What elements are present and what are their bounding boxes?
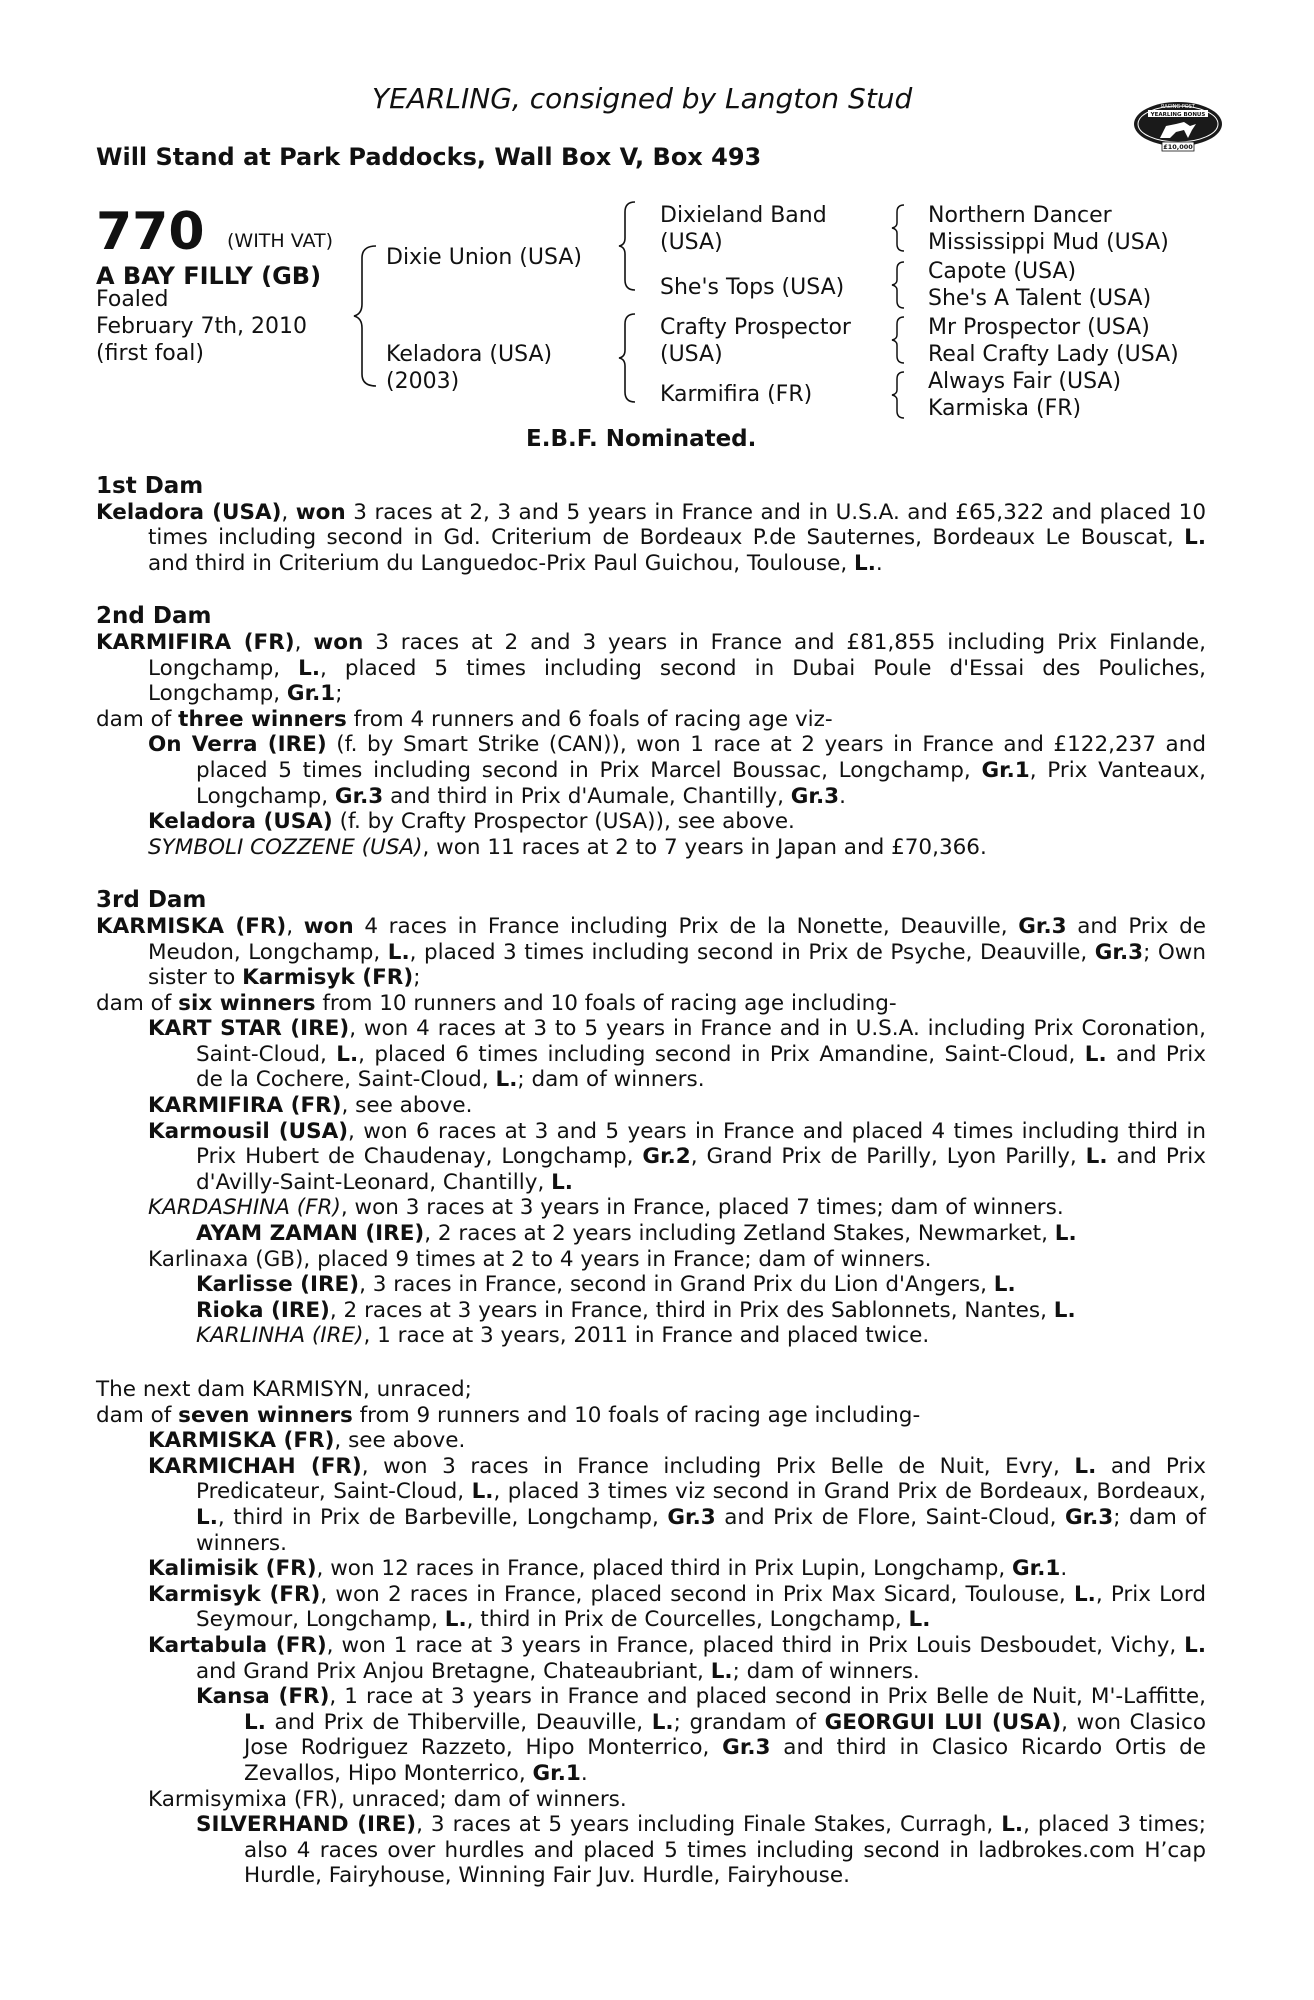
ped-sds: Capote (USA) [928,259,1077,284]
entry-text: , won 6 races at 3 and 5 years in France and placed 4 times including third in Prix Hubert de Chaudenay, Longchamp, [196,1118,1207,1170]
listed-mark: L. [1074,1453,1097,1479]
ebf-nominated: E.B.F. Nominated. [526,426,757,452]
entry-text: , placed 3 times viz second in Grand Prix de Bordeaux, Bordeaux, [493,1479,1206,1505]
dam-sire-country: (USA) [660,342,723,367]
horse-name: Rioka (IRE) [196,1297,330,1323]
produce-karmifira [96,1093,1206,1119]
next-dam-produce-summary [96,1403,1206,1429]
brace-3 [890,315,908,365]
produce-karmousil [96,1119,1206,1196]
listed-mark: L. [1184,525,1206,551]
third-dam-produce-summary [96,991,1206,1017]
entry-text: and Prix de Meudon, Longchamp, [148,913,1207,965]
entry-text: , won 11 races at 2 to 7 years in Japan and £70,366. [422,834,987,860]
produce-on-verra [96,732,1206,809]
horse-name: GEORGUI LUI (USA) [824,1709,1062,1735]
second-dam-text: 3 races at 2 and 3 years in France and £81,855 including Prix Finlande, Longchamp, [148,629,1206,681]
listed-mark: L. [1001,1812,1024,1838]
entry-text: and Prix de Flore, Saint-Cloud, [715,1504,1065,1530]
brace-4 [890,370,908,420]
produce-keladora [96,809,1206,835]
next-dam-intro: The next dam KARMISYN, unraced; [96,1377,472,1402]
horse-name: Karmousil (USA) [148,1118,349,1144]
third-dam-heading: 3rd Dam [96,887,207,914]
badge-mid-text: YEARLING BONUS [1150,112,1206,118]
lot-number: 770 [96,202,205,262]
first-dam-heading: 1st Dam [96,473,204,499]
punct: . [875,550,883,576]
stand-location: Will Stand at Park Paddocks, Wall Box V, Box 493 [96,143,762,171]
produce-karmichah [96,1454,1206,1556]
catalogue-body [96,474,1206,1889]
entry-text: ; grandam of [673,1709,825,1735]
ped-dss: Mr Prospector (USA) [928,315,1150,340]
second-dam-entry: KARMIFIRA (FR), won 3 races at 2 and 3 years in France and £81,855 including Prix Finlande, Longchamp, L., placed 5 times including second in Dubai Poule d'Essai des Pouliches, Longchamp, Gr.1; [96,629,1206,707]
horse-name: On Verra (IRE) [148,732,327,758]
horse-name: A BAY FILLY (GB) [96,262,322,290]
punct: ; [335,681,343,707]
winners-count: three winners [178,706,347,732]
group-mark: Gr.3 [1064,1504,1114,1530]
second-dam-produce-summary [96,707,1206,733]
third-dam-entry: KARMISKA (FR), won 4 races in France including Prix de la Nonette, Deauville, Gr.3 and Prix de Meudon, Longchamp, L., placed 3 times including second in Prix de Psyche, Deauville, Gr.3; Own sister to Karmisyk (FR); [96,913,1207,991]
first-dam-name: Keladora (USA) [96,499,282,525]
listed-mark: L. [710,1658,733,1684]
entry-text: and Prix de Thiberville, Deauville, [265,1709,652,1735]
listed-mark: L. [495,1067,518,1093]
dam-year: (2003) [386,369,460,394]
entry-text: , Prix Vanteaux, Longchamp, [196,757,1207,809]
sire-sire: Dixieland Band [660,203,827,228]
group-mark: Gr.2 [642,1144,691,1170]
foaled-label: Foaled [96,287,169,312]
badge-amount: £10,000 [1163,143,1193,151]
group-mark: Gr.3 [667,1504,716,1530]
entry-text: , see above. [334,1428,466,1454]
brace-2 [890,260,908,310]
entry-text: , won 2 races in France, placed second in Prix Max Sicard, Toulouse, [320,1581,1074,1607]
entry-text: 4 races in France including Prix de la Nonette, Deauville, [353,913,1019,939]
horse-name: SILVERHAND (IRE) [196,1812,417,1838]
listed-mark: L. [1085,1144,1108,1170]
ped-sdd: She's A Talent (USA) [928,286,1152,311]
entry-text: , 3 races at 5 years including Finale Stakes, Curragh, [416,1812,1002,1838]
sire-sire-country: (USA) [660,230,723,255]
group-mark: Gr.3 [722,1735,771,1761]
entry-text: , won 12 races in France, placed third in Prix Lupin, Longchamp, [316,1556,1013,1582]
second-dam-heading: 2nd Dam [96,603,212,630]
produce-karmisymixa: Karmisymixa (FR), unraced; dam of winners. [148,1786,627,1812]
entry-text: , Prix Lord Seymour, Longchamp, [196,1581,1207,1633]
first-dam-text2: and third in Criterium du Languedoc-Prix Paul Guichou, Toulouse, [148,550,854,576]
dam-of-text: from 9 runners and 10 foals of racing age including- [352,1402,921,1428]
listed-mark: L. [854,550,876,576]
group-mark: Gr.3 [334,783,384,809]
group-mark: Gr.3 [1018,913,1067,939]
won-label: won [313,629,364,655]
entry-text: , won 4 races at 3 to 5 years in France and in U.S.A. including Prix Coronation, Saint-Cloud, [196,1016,1206,1067]
horse-name: KARMISKA (FR) [148,1428,335,1454]
entry-text: and third in Prix d'Aumale, Chantilly, [383,783,791,809]
second-dam-name: KARMIFIRA (FR) [96,629,295,655]
entry-text: , won 1 race at 3 years in France, placed third in Prix Louis Desboudet, Vichy, [326,1632,1185,1658]
horse-name: SYMBOLI COZZENE (USA) [148,834,423,860]
listed-mark: L. [1073,1581,1096,1607]
horse-name: Keladora (USA) [148,809,333,835]
sire: Dixie Union (USA) [386,245,582,270]
entry-text: ; dam of winners. [732,1658,920,1684]
listed-mark: L. [1054,1221,1077,1247]
listed-mark: L. [298,655,320,681]
horse-name: Kansa (FR) [196,1684,330,1710]
produce-karmisyk [96,1582,1206,1633]
listed-mark: L. [1184,1632,1207,1658]
entry-text: , 1 race at 3 years in France and placed second in Prix Belle de Nuit, M'-Laffitte, [329,1684,1206,1710]
listed-mark: L. [471,1479,494,1505]
punct: ; [413,965,421,991]
entry-text: and Grand Prix Anjou Bretagne, Chateaubriant, [196,1658,711,1684]
won-label: won [303,913,354,939]
produce-kalimisik [96,1556,1206,1582]
horse-name: Karmisyk (FR) [242,965,414,991]
dam-sire: Crafty Prospector [660,315,851,340]
dam-of-text: from 4 runners and 6 foals of racing age viz- [346,706,833,732]
group-mark: Gr.1 [1012,1556,1061,1582]
winners-count: seven winners [178,1402,353,1428]
entry-text: ; dam of winners. [517,1067,705,1093]
horse-name: KARDASHINA (FR) [148,1195,341,1221]
entry-text: , see above. [341,1093,473,1119]
ped-ssd: Mississippi Mud (USA) [928,230,1169,255]
horse-name: AYAM ZAMAN (IRE) [196,1221,425,1247]
listed-mark: L. [908,1607,931,1633]
third-dam-name: KARMISKA (FR) [96,913,287,939]
first-dam-entry: Keladora (USA), won 3 races at 2, 3 and 5 years in France and in U.S.A. and £65,322 and placed 10 times including second in Gd. Criterium de Bordeaux P.de Sauternes, Bordeaux Le Bouscat, L. and third in Criterium du Languedoc-Prix Paul Guichou, Toulouse, L.. [96,499,1207,576]
page-title: YEARLING, consigned by Langton Stud [372,82,913,115]
produce-silverhand [96,1812,1206,1889]
entry-text: (f. by Crafty Prospector (USA)), see above. [332,809,795,835]
foaled-date: February 7th, 2010 [96,314,308,339]
vat-note: (WITH VAT) [227,230,334,252]
listed-mark: L. [993,1272,1016,1298]
dam-brace [617,310,639,406]
listed-mark: L. [1053,1297,1076,1323]
dam-of-text: from 10 runners and 10 foals of racing age including- [315,990,897,1016]
listed-mark: L. [336,1041,359,1067]
dam-of-label: dam of [96,706,179,732]
listed-mark: L. [196,1504,218,1530]
horse-name: KARMIFIRA (FR) [148,1093,342,1119]
group-mark: Gr.3 [790,783,840,809]
horse-name: KARLINHA (IRE) [196,1323,364,1349]
listed-mark: L. [444,1607,467,1633]
listed-mark: L. [551,1169,573,1195]
entry-text: and third in Clasico Ricardo Ortis de Zevallos, Hipo Monterrico, [244,1735,1206,1786]
entry-text: , Grand Prix de Parilly, Lyon Parilly, [690,1144,1086,1170]
produce-karlinha [96,1323,1206,1349]
entry-text: , won 3 races in France including Prix Belle de Nuit, Evry, [361,1453,1075,1479]
won-label: won [295,499,346,525]
horse-name: Kartabula (FR) [148,1632,327,1658]
entry-text: ; Own sister to [148,939,1206,991]
produce-karlisse [96,1272,1206,1298]
entry-text: , 3 races in France, second in Grand Prix du Lion d'Angers, [359,1272,994,1298]
entry-text: and Prix d'Avilly-Saint-Leonard, Chantilly, [196,1144,1206,1195]
entry-text: , placed 6 times including second in Prix Amandine, Saint-Cloud, [358,1041,1085,1067]
entry-text: , 2 races at 2 years including Zetland Stakes, Newmarket, [424,1221,1055,1247]
produce-kartabula [96,1633,1206,1684]
entry-text: , won 3 races at 3 years in France, placed 7 times; dam of winners. [340,1195,1064,1221]
produce-symboli-cozzene [96,835,1206,861]
punct: . [839,783,846,809]
brace-1 [890,203,908,253]
group-mark: Gr.1 [981,757,1030,783]
produce-karmiska [96,1428,1206,1454]
group-mark: Gr.1 [532,1760,581,1786]
entry-text: , third in Prix de Courcelles, Longchamp, [466,1607,909,1633]
group-mark: Gr.1 [286,681,336,707]
produce-kansa [96,1684,1206,1786]
entry-text: , won Clasico Jose Rodriguez Razzeto, Hipo Monterrico, [244,1709,1206,1761]
listed-mark: L. [1084,1041,1107,1067]
winners-count: six winners [178,990,316,1016]
first-dam-text: 3 races at 2, 3 and 5 years in France and in U.S.A. and £65,322 and placed 10 times including second in Gd. Criterium de Bordeaux P.de Sauternes, Bordeaux Le Bouscat, [148,499,1207,551]
produce-kardashina [96,1195,1206,1221]
ped-dsd: Real Crafty Lady (USA) [928,342,1179,367]
horse-name: Karmisyk (FR) [148,1581,321,1607]
sire-dam-brace [352,240,382,390]
yearling-bonus-badge [1132,100,1224,151]
first-foal-note: (first foal) [96,341,204,366]
produce-rioka [96,1298,1206,1324]
entry-text: ; dam of winners. [196,1504,1207,1556]
dam-of-label: dam of [96,1402,179,1428]
ped-ddd: Karmiska (FR) [928,396,1082,421]
ped-dds: Always Fair (USA) [928,369,1122,394]
badge-top-text: RACING POST [1161,104,1195,110]
horse-name: Karlisse (IRE) [196,1272,360,1298]
entry-text: , third in Prix de Barbeville, Longchamp, [217,1504,668,1530]
second-dam-text2: , placed 5 times including second in Dubai Poule d'Essai des Pouliches, Longchamp, [148,655,1206,707]
entry-text: , 1 race at 3 years, 2011 in France and placed twice. [363,1323,930,1349]
punct: . [1060,1556,1068,1582]
entry-text: , placed 3 times including second in Prix de Psyche, Deauville, [409,939,1095,965]
entry-text: (f. by Smart Strike (CAN)), won 1 race at 2 years in France and £122,237 and placed 5 times including second in Prix Marcel Boussac, Longchamp, [196,732,1207,783]
listed-mark: L. [244,1709,266,1735]
sire-dam: She's Tops (USA) [660,275,845,300]
badge-icon [1132,100,1224,152]
produce-karlinaxa: Karlinaxa (GB), placed 9 times at 2 to 4 years in France; dam of winners. [148,1246,932,1272]
produce-kart-star [96,1016,1206,1093]
group-mark: Gr.3 [1094,939,1144,965]
entry-text: , 2 races at 3 years in France, third in Prix des Sablonnets, Nantes, [329,1297,1054,1323]
entry-text: and Prix Predicateur, Saint-Cloud, [196,1453,1206,1505]
ped-sss: Northern Dancer [928,203,1112,228]
horse-name: KARMICHAH (FR) [148,1453,362,1479]
punct: . [580,1760,588,1786]
sire-brace [617,198,639,294]
dam-dam: Karmifira (FR) [660,382,813,407]
listed-mark: L. [387,939,410,965]
entry-text: , placed 3 times; also 4 races over hurdles and placed 5 times including second in ladbrokes.com H’cap Hurdle, Fairyhouse, Winning Fair Juv. Hurdle, Fairyhouse. [244,1812,1207,1889]
produce-ayam-zaman [96,1221,1206,1247]
listed-mark: L. [651,1709,674,1735]
dam-of-label: dam of [96,990,179,1016]
horse-name: Kalimisik (FR) [148,1556,317,1582]
dam: Keladora (USA) [386,342,553,367]
horse-name: KART STAR (IRE) [148,1016,350,1042]
entry-text: and Prix de la Cochere, Saint-Cloud, [196,1041,1206,1093]
